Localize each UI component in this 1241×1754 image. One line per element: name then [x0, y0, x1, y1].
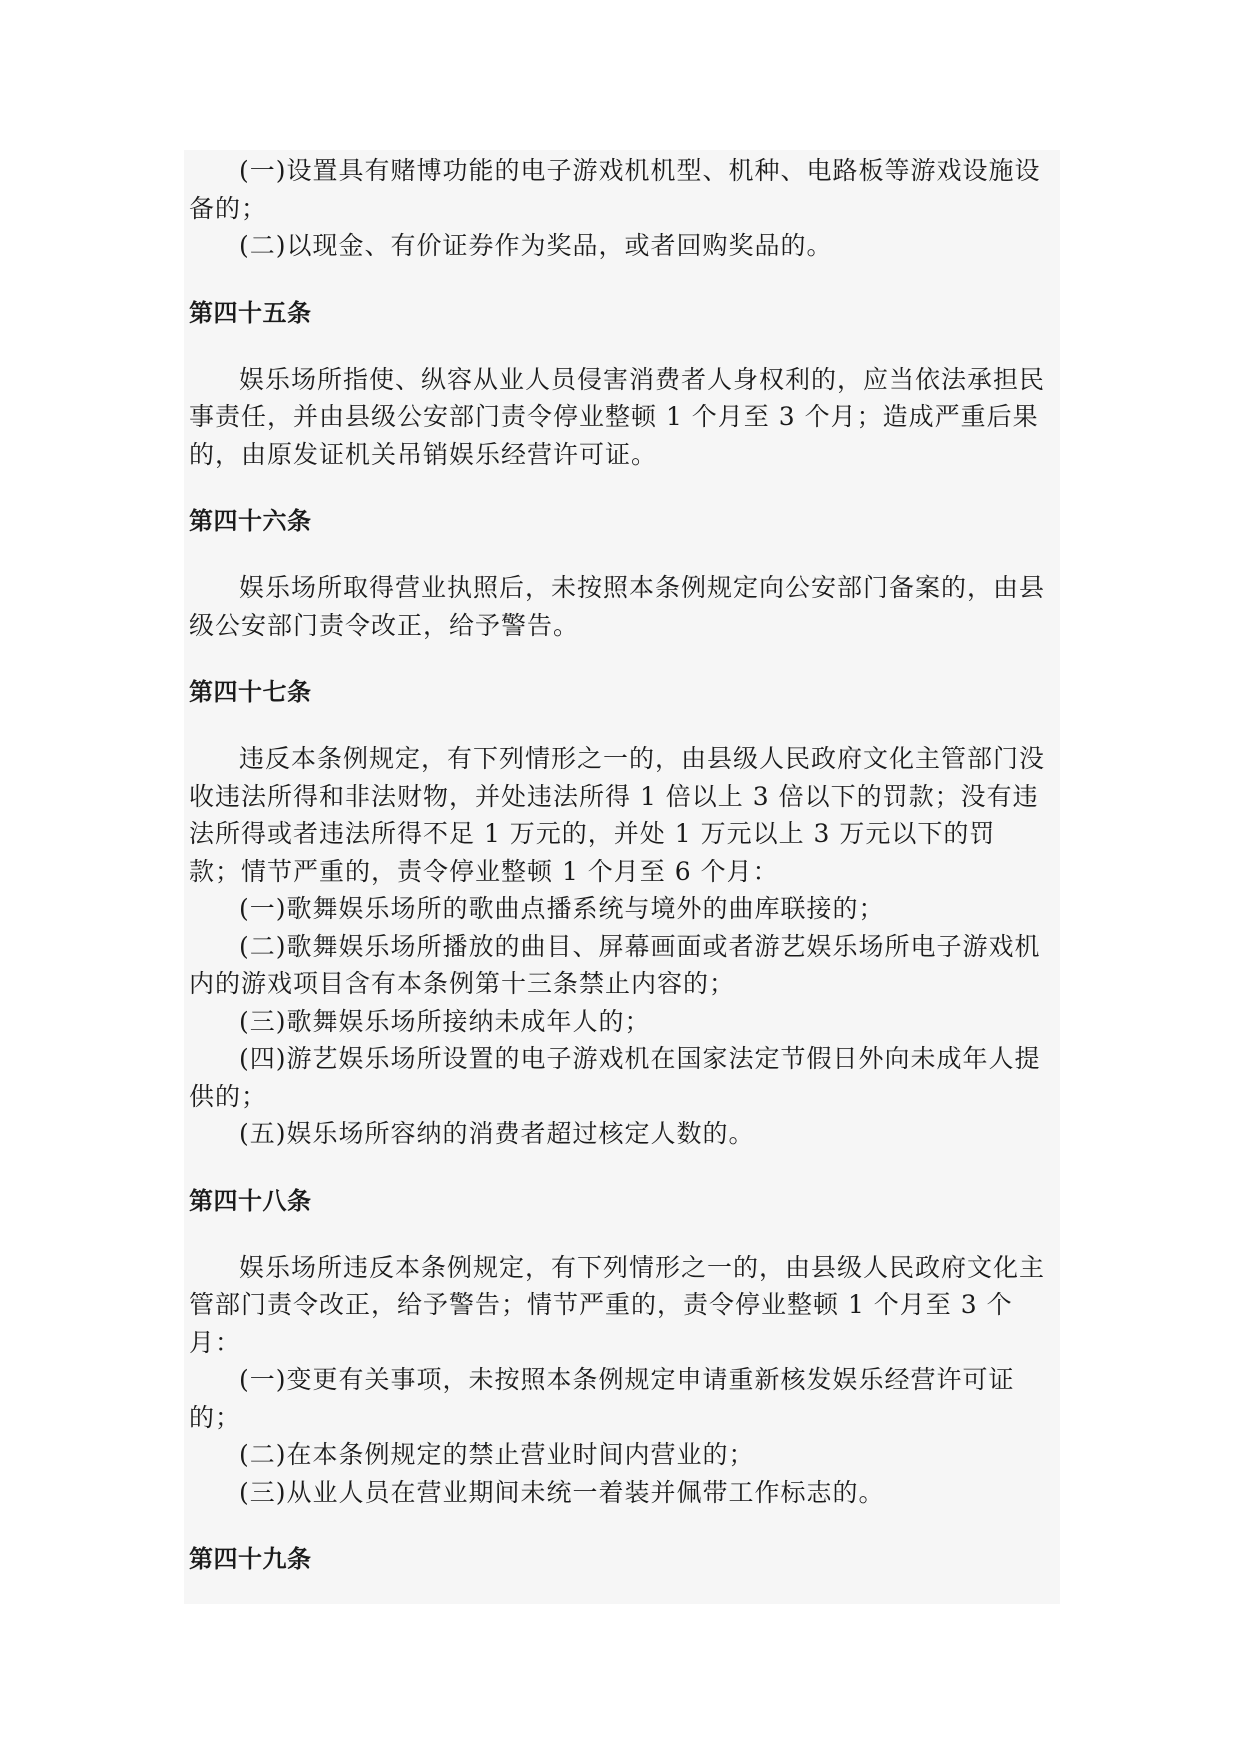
- article-47-heading: 第四十七条: [189, 678, 312, 706]
- article-48-heading: 第四十八条: [189, 1186, 312, 1215]
- article-47-item-2: (二)歌舞娱乐场所播放的曲目、屏幕画面或者游艺娱乐场所电子游戏机内的游戏项目含有本条例第十三条禁止内容的；: [189, 931, 1041, 998]
- article-47-item-5: (五)娱乐场所容纳的消费者超过核定人数的。: [239, 1119, 755, 1148]
- article-48-item-2: (二)在本条例规定的禁止营业时间内营业的；: [239, 1440, 755, 1469]
- article-47-paragraph: 违反本条例规定，有下列情形之一的，由县级人民政府文化主管部门没收违法所得和非法财物，并处违法所得 1 倍以上 3 倍以下的罚款；没有违法所得或者违法所得不足 1 万元的，并处 1 万元以上 3 万元以下的罚款；情节严重的，责令停业整顿 1 个月至 6 个月：: [189, 744, 1046, 886]
- article-46-heading: 第四十六条: [189, 507, 312, 535]
- article-46-paragraph: 娱乐场所取得营业执照后，未按照本条例规定向公安部门备案的，由县级公安部门责令改正，给予警告。: [189, 573, 1046, 640]
- list-item-1-gambling-devices: (一)设置具有赌博功能的电子游戏机机型、机种、电路板等游戏设施设备的；: [189, 156, 1041, 223]
- article-47-item-1: (一)歌舞娱乐场所的歌曲点播系统与境外的曲库联接的；: [239, 894, 885, 923]
- document-body: [189, 152, 1045, 1577]
- article-45-paragraph: 娱乐场所指使、纵容从业人员侵害消费者人身权利的，应当依法承担民事责任，并由县级公安部门责令停业整顿 1 个月至 3 个月；造成严重后果的，由原发证机关吊销娱乐经营许可证。: [189, 364, 1046, 469]
- article-48-paragraph: 娱乐场所违反本条例规定，有下列情形之一的，由县级人民政府文化主管部门责令改正，给予警告；情节严重的，责令停业整顿 1 个月至 3 个月：: [189, 1252, 1046, 1357]
- article-48-item-1: (一)变更有关事项，未按照本条例规定申请重新核发娱乐经营许可证的；: [189, 1365, 1015, 1432]
- list-item-2-cash-prizes: (二)以现金、有价证券作为奖品，或者回购奖品的。: [239, 231, 833, 260]
- article-47-item-3: (三)歌舞娱乐场所接纳未成年人的；: [239, 1006, 651, 1036]
- article-45-heading: 第四十五条: [189, 298, 312, 327]
- article-49-heading: 第四十九条: [189, 1545, 312, 1573]
- article-47-item-4: (四)游艺娱乐场所设置的电子游戏机在国家法定节假日外向未成年人提供的；: [189, 1044, 1041, 1111]
- article-48-item-3: (三)从业人员在营业期间未统一着装并佩带工作标志的。: [239, 1477, 885, 1507]
